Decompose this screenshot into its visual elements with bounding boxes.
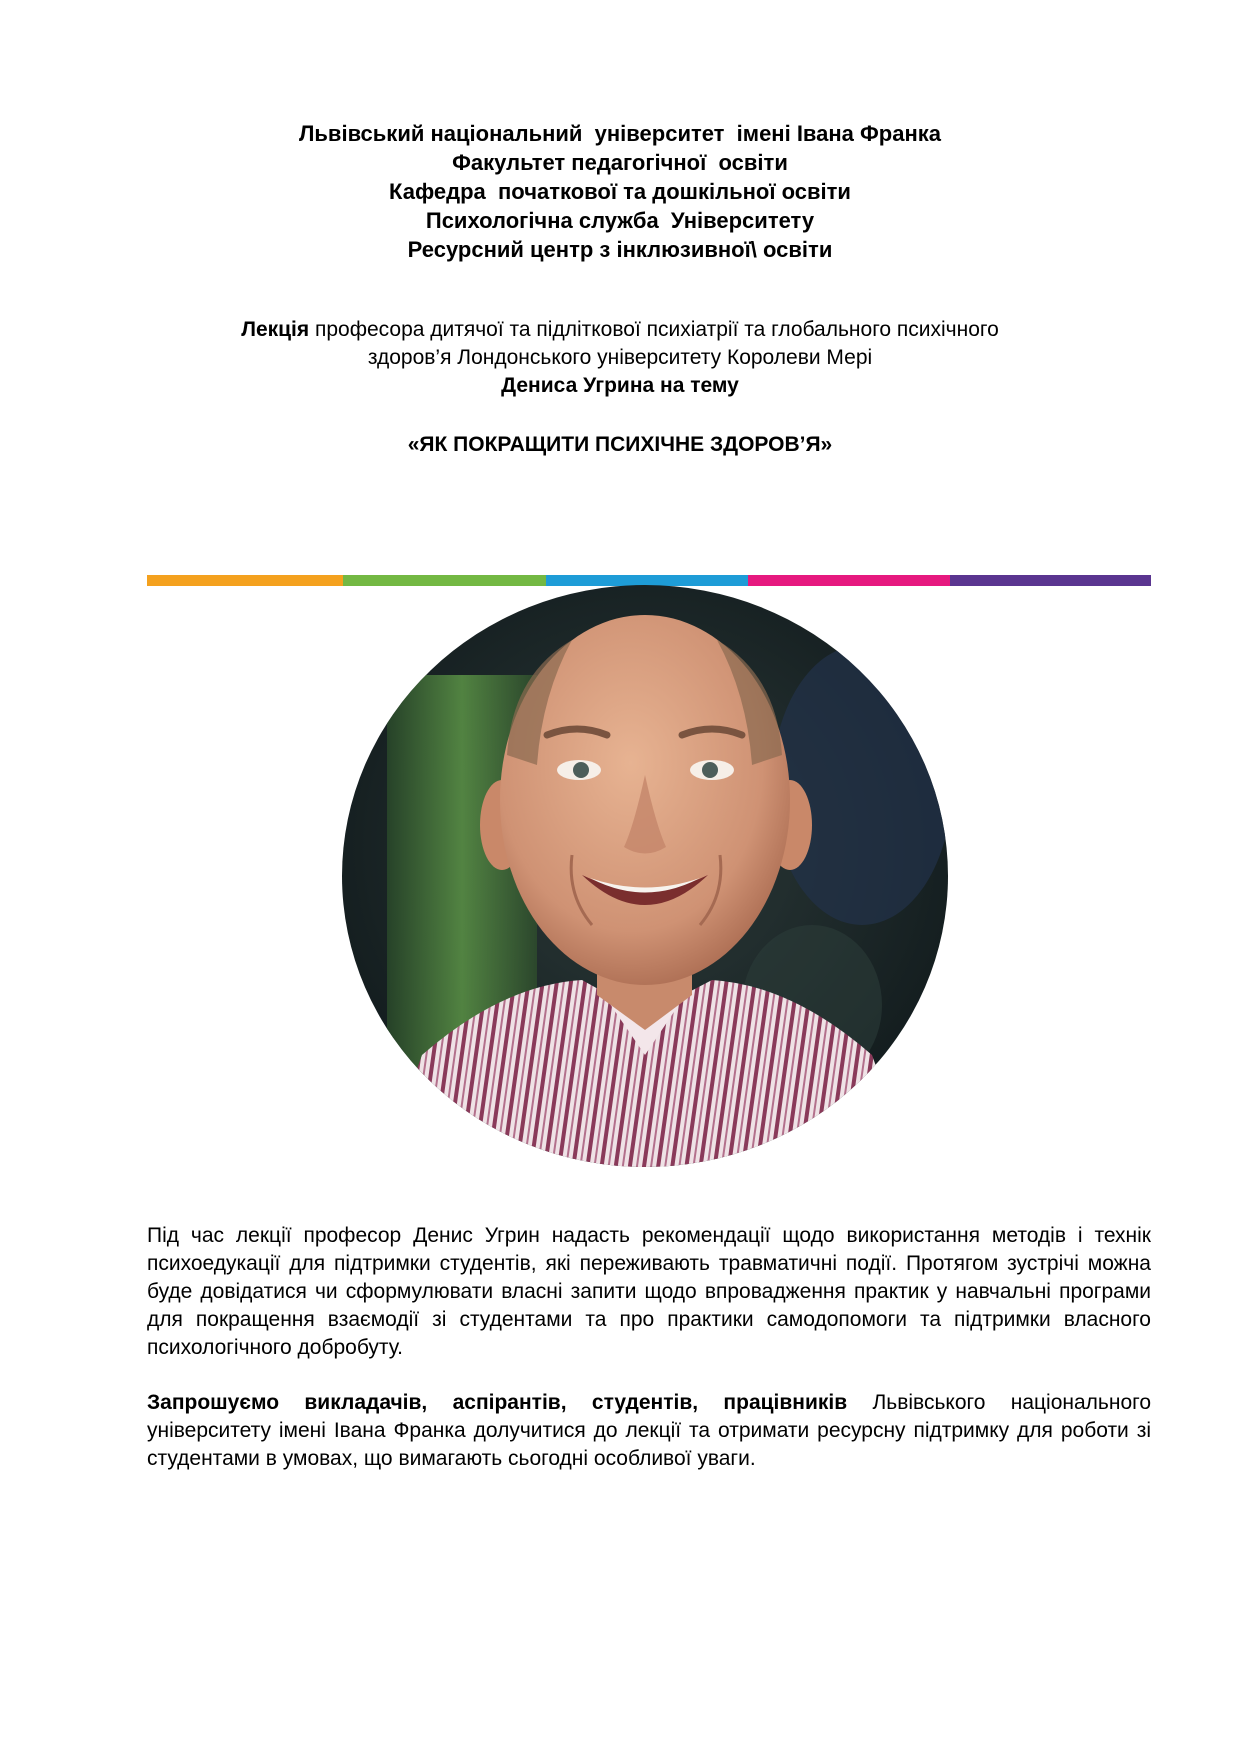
color-stripe-orange — [147, 575, 343, 586]
lecture-topic: «ЯК ПОКРАЩИТИ ПСИХІЧНЕ ЗДОРОВ’Я» — [407, 433, 833, 456]
lecture-line-1-rest: професора дитячої та підліткової психіатрії та глобального психічного — [309, 318, 999, 341]
description-paragraph: Під час лекції професор Денис Угрин надасть рекомендації щодо використання методів і технік психоедукації для підтримки студентів, які переживають травматичні події. Протягом зустрічі можна буде довідатися чи сформулювати власні запити щодо впровадження практик у навчальні програми для покращення взаємодії зі студентами та про практики самодопомоги та підтримки власного психологічного добробуту. — [147, 1224, 1151, 1359]
speaker-photo — [342, 585, 948, 1167]
document-header — [0, 119, 1240, 264]
psychological-service: Психологічна служба Університету — [425, 208, 815, 233]
color-stripe-purple — [950, 575, 1151, 586]
lecture-speaker: Дениса Угрина на тему — [501, 374, 739, 397]
invitation-rest: Львівського національного університету імені Івана Франка долучитися до лекції та отримати ресурсну підтримку для роботи зі студентами в умовах, що вимагають сьогодні особливої уваги. — [147, 1391, 1151, 1470]
invitation-bold: Запрошуємо викладачів, аспірантів, студентів, працівників — [147, 1391, 848, 1414]
department-name: Кафедра початкової та дошкільної освіти — [389, 179, 851, 204]
faculty-name: Факультет педагогічної освіти — [452, 150, 788, 175]
lecture-line-1 — [0, 316, 1240, 344]
invitation-paragraph — [147, 1389, 1151, 1473]
resource-center: Ресурсний центр з інклюзивної\ освіти — [407, 237, 833, 262]
lecture-line-2: здоров’я Лондонського університету Королеви Мері — [367, 346, 873, 369]
lecture-intro — [0, 316, 1240, 400]
lecture-bold-lead: Лекція — [241, 318, 310, 341]
university-name: Львівський національний університет імені Івана Франка — [298, 121, 942, 146]
